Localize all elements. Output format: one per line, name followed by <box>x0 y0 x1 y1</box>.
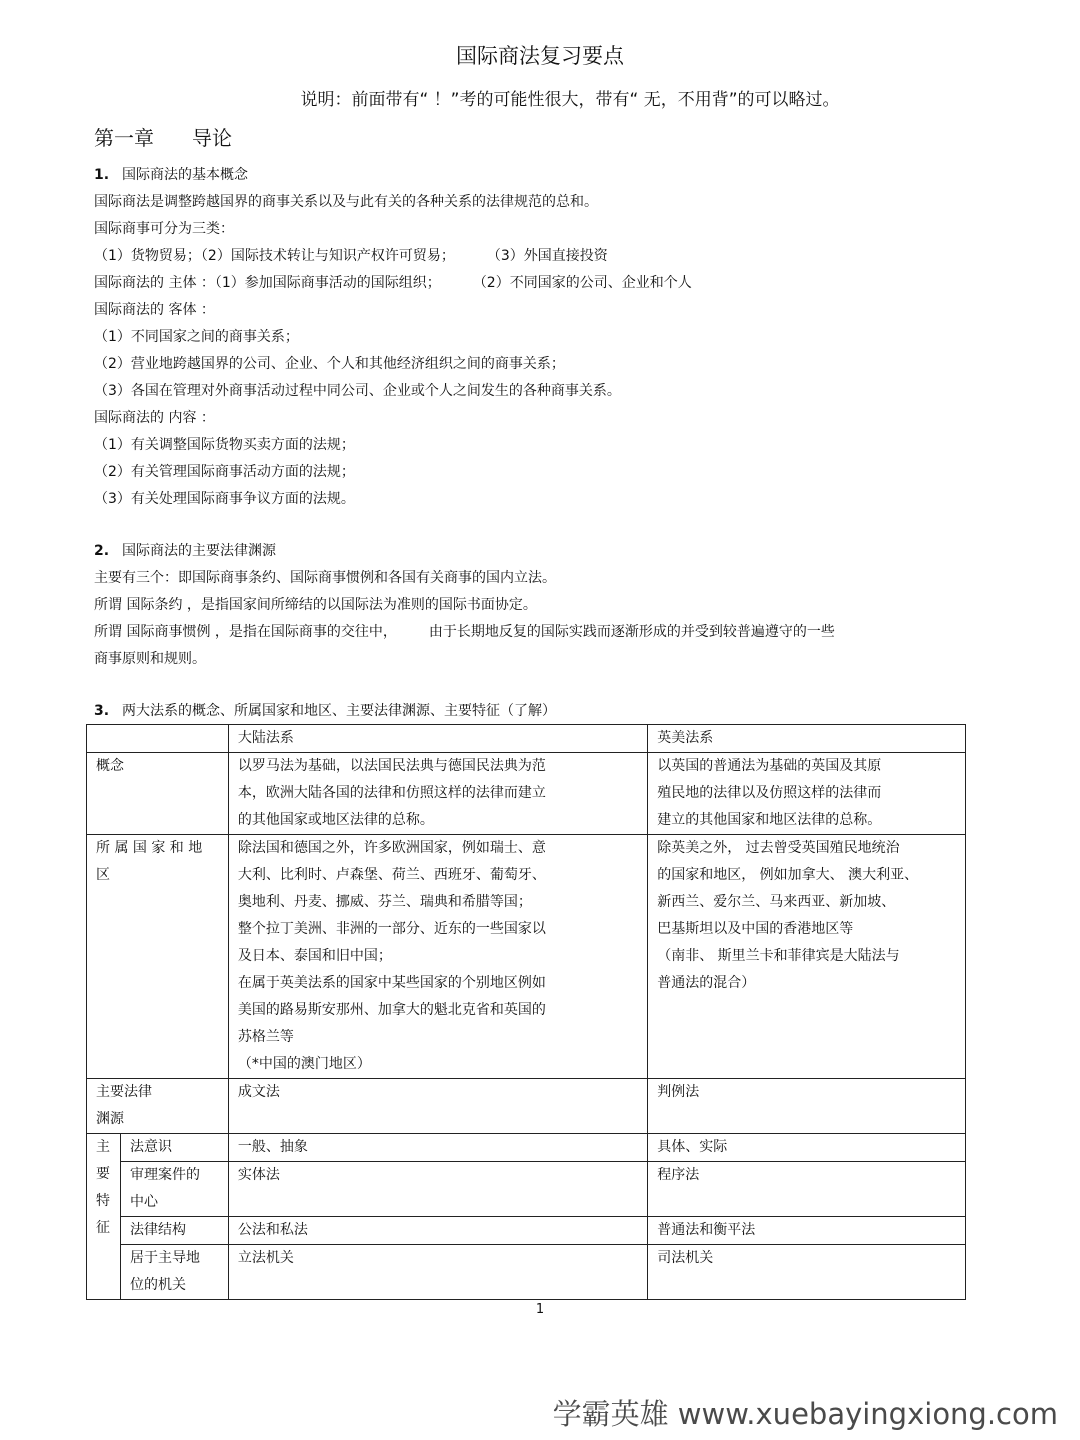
paragraph-line: （3）有关处理国际商事争议方面的法规。 <box>94 491 355 507</box>
table-row-concept <box>87 753 966 835</box>
paragraph-line: （1）货物贸易；（2）国际技术转让与知识产权许可贸易； （3）外国直接投资 <box>94 248 608 264</box>
paragraph-line: 所谓 国际条约 ，是指国家间所缔结的以国际法为准则的国际书面协定。 <box>94 597 537 613</box>
watermark: 学霸英雄 www.xuebayingxiong.com <box>552 1397 1058 1431</box>
cell-common: 程序法 <box>648 1162 966 1217</box>
cell-civil: 除法国和德国之外，许多欧洲国家，例如瑞士、意 大利、比利时、卢森堡、荷兰、西班牙、葡萄牙、 奥地利、丹麦、挪威、芬兰、瑞典和希腊等国； 整个拉丁美洲、非洲的一部分、近东的一些国家以 及日本、泰国和旧中国； 在属于英美法系的国家中某些国家的个别地区例如 美国的路易斯安那州、加拿大的魁北克省和英国的 苏格兰等 （*中国的澳门地区） <box>228 835 647 1079</box>
legal-systems-table <box>86 724 966 1300</box>
table-row-feature <box>87 1245 966 1300</box>
row-label: 概念 <box>87 753 229 835</box>
table-row-feature <box>87 1134 966 1162</box>
cell-civil: 公法和私法 <box>228 1217 647 1245</box>
header-civil-law: 大陆法系 <box>228 725 647 753</box>
paragraph-line: 国际商事可分为三类： <box>94 221 234 237</box>
features-label: 主 要 特 征 <box>87 1134 121 1300</box>
table-row-sources <box>87 1079 966 1134</box>
paragraph-line: （3）各国在管理对外商事活动过程中同公司、企业或个人之间发生的各种商事关系。 <box>94 383 621 399</box>
paragraph-line: （1）不同国家之间的商事关系； <box>94 329 299 345</box>
paragraph-line: （2）营业地跨越国界的公司、企业、个人和其他经济组织之间的商事关系； <box>94 356 565 372</box>
table-row-feature <box>87 1217 966 1245</box>
cell-common: 普通法和衡平法 <box>648 1217 966 1245</box>
paragraph-line: （2）有关管理国际商事活动方面的法规； <box>94 464 355 480</box>
feature-name: 法律结构 <box>120 1217 228 1245</box>
paragraph-line: （1）有关调整国际货物买卖方面的法规； <box>94 437 355 453</box>
chapter-heading <box>94 122 232 151</box>
page-number: 1 <box>535 1302 545 1317</box>
chapter-name: 导论 <box>192 126 232 150</box>
section-legal-systems <box>94 698 994 725</box>
cell-common: 具体、实际 <box>648 1134 966 1162</box>
cell-civil: 一般、抽象 <box>228 1134 647 1162</box>
cell-common: 司法机关 <box>648 1245 966 1300</box>
cell-civil: 立法机关 <box>228 1245 647 1300</box>
section-legal-sources <box>94 538 994 673</box>
paragraph-line: 商事原则和规则。 <box>94 651 206 667</box>
cell-common: 以英国的普通法为基础的英国及其原 殖民地的法律以及仿照这样的法律而 建立的其他国家和地区法律的总称。 <box>648 753 966 835</box>
section-heading: 3. 两大法系的概念、所属国家和地区、主要法律渊源、主要特征（了解） <box>94 703 556 719</box>
feature-name: 居于主导地 位的机关 <box>120 1245 228 1300</box>
table-row-feature <box>87 1162 966 1217</box>
table-header-row <box>87 725 966 753</box>
row-label: 主要法律 渊源 <box>87 1079 229 1134</box>
cell-common: 判例法 <box>648 1079 966 1134</box>
table-corner-cell <box>87 725 229 753</box>
section-heading: 1. 国际商法的基本概念 <box>94 167 248 183</box>
header-common-law: 英美法系 <box>648 725 966 753</box>
cell-civil: 成文法 <box>228 1079 647 1134</box>
section-heading: 2. 国际商法的主要法律渊源 <box>94 543 276 559</box>
paragraph-line: 主要有三个：即国际商事条约、国际商事惯例和各国有关商事的国内立法。 <box>94 570 556 586</box>
feature-name: 法意识 <box>120 1134 228 1162</box>
cell-civil: 实体法 <box>228 1162 647 1217</box>
cell-civil: 以罗马法为基础，以法国民法典与德国民法典为范 本，欧洲大陆各国的法律和仿照这样的法律而建立 的其他国家或地区法律的总称。 <box>228 753 647 835</box>
paragraph-line: 国际商法的 内容 ： <box>94 410 215 426</box>
document-title: 国际商法复习要点 <box>456 44 624 68</box>
document-note: 说明：前面带有“ ！”考的可能性很大，带有“ 无，不用背”的可以略过。 <box>300 90 840 110</box>
table-row-countries <box>87 835 966 1079</box>
row-label: 所 属 国 家 和 地 区 <box>87 835 229 1079</box>
paragraph-line: 国际商法是调整跨越国界的商事关系以及与此有关的各种关系的法律规范的总和。 <box>94 194 598 210</box>
paragraph-line: 国际商法的 客体 ： <box>94 302 215 318</box>
paragraph-line: 所谓 国际商事惯例 ，是指在国际商事的交往中， 由于长期地反复的国际实践而逐渐形成的并受到较普遍遵守的一些 <box>94 624 835 640</box>
paragraph-line: 国际商法的 主体 ：（1）参加国际商事活动的国际组织； （2）不同国家的公司、企业和个人 <box>94 275 692 291</box>
cell-common: 除英美之外， 过去曾受英国殖民地统治 的国家和地区， 例如加拿大、 澳大利亚、 新西兰、爱尔兰、马来西亚、新加坡、 巴基斯坦以及中国的香港地区等 （南非、 斯里兰卡和菲律宾是大陆法与 普通法的混合） <box>648 835 966 1079</box>
chapter-number: 第一章 <box>94 126 154 150</box>
section-basic-concepts <box>94 162 994 513</box>
feature-name: 审理案件的 中心 <box>120 1162 228 1217</box>
